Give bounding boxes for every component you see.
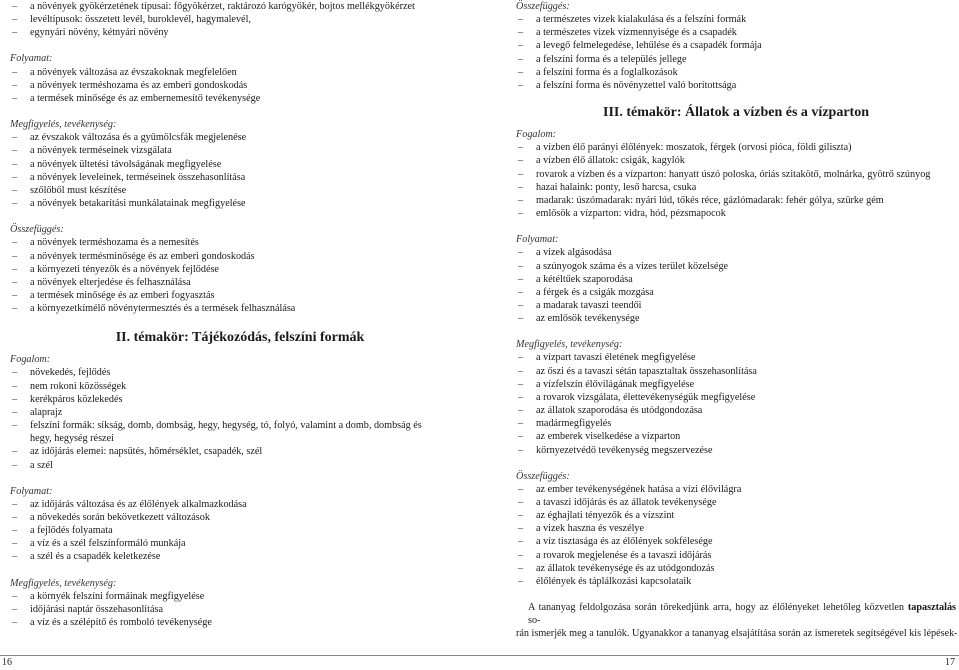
list-item: – a kétéltűek szaporodása bbox=[516, 273, 956, 286]
list-item: – a növények ültetési távolságának megfigyelése bbox=[10, 158, 450, 171]
list-item: – rovarok a vízben és a vízparton: hanyatt úszó poloska, óriás szitakötő, molnárka, gyötrő szúnyog bbox=[516, 168, 956, 181]
list-item: – a felszíni forma és a foglalkozások bbox=[516, 66, 956, 79]
list-item: – az időjárás változása és az élőlények alkalmazkodása bbox=[10, 498, 450, 511]
list-item: – a növények elterjedése és felhasználása bbox=[10, 276, 450, 289]
list-item: – madarak: úszómadarak: nyári lúd, tőkés réce, gázlómadarak: fehér gólya, szürke gém bbox=[516, 194, 956, 207]
list-item: – a környék felszíni formáinak megfigyelése bbox=[10, 590, 450, 603]
list-item: – a növények terméseinek vizsgálata bbox=[10, 144, 450, 157]
paragraph-text: A tananyag feldolgozása során törekedjünk arra, hogy az élőlényeket lehetőleg közvetlen bbox=[528, 602, 908, 614]
page-number-right: 17 bbox=[945, 657, 955, 668]
section-heading: Összefüggés: bbox=[516, 470, 570, 482]
list-item: – környezetvédő tevékenység megszervezése bbox=[516, 444, 956, 457]
section-heading: Fogalom: bbox=[10, 354, 51, 366]
list-item: – a rovarok vizsgálata, élettevékenységük megfigyelése bbox=[516, 391, 956, 404]
list-item: – a felszíni forma és a település jellege bbox=[516, 53, 956, 66]
list-item: – a növények változása az évszakoknak megfelelően bbox=[10, 66, 450, 79]
list-item: – emlősök a vízparton: vidra, hód, pézsmapocok bbox=[516, 207, 956, 220]
list-item: – a vizek haszna és veszélye bbox=[516, 522, 956, 535]
top-list bbox=[10, 0, 450, 39]
section-heading: Folyamat: bbox=[10, 53, 53, 65]
section-heading: Megfigyelés, tevékenység: bbox=[10, 577, 117, 589]
list-item: – a vizek algásodása bbox=[516, 246, 956, 259]
paragraph-bold-term: tapasztalás bbox=[907, 602, 956, 614]
list-item: – a szél bbox=[10, 459, 450, 472]
list-item: – időjárási naptár összehasonlítása bbox=[10, 603, 450, 616]
list-item: – a víz és a szélépítő és romboló tevékenysége bbox=[10, 616, 450, 629]
page-number-left: 16 bbox=[2, 657, 12, 668]
list-item: – egynyári növény, kétnyári növény bbox=[10, 26, 450, 39]
list-item: – az állatok tevékenysége és az utódgondozás bbox=[516, 562, 956, 575]
list-item: – a férgek és a csigák mozgása bbox=[516, 286, 956, 299]
list-item: – a víz és a szél felszínformáló munkája bbox=[10, 537, 450, 550]
list-item: – az ember tevékenységének hatása a vízi élővilágra bbox=[516, 483, 956, 496]
list-item: – a növények betakarítási munkálatainak megfigyelése bbox=[10, 197, 450, 210]
list-item: – szőlőből must készítése bbox=[10, 184, 450, 197]
list-item: – madármegfigyelés bbox=[516, 417, 956, 430]
list-item: – a rovarok megjelenése és a tavaszi időjárás bbox=[516, 549, 956, 562]
list-item: – az éghajlati tényezők és a vízszint bbox=[516, 509, 956, 522]
list-item: – a növények terméshozama és a nemesítés bbox=[10, 236, 450, 249]
closing-paragraph bbox=[516, 601, 956, 627]
list-item: – az őszi és a tavaszi sétán tapasztaltak összehasonlítása bbox=[516, 365, 956, 378]
paragraph-text: rán ismerjék meg a tanulók. Ugyanakkor a tananyag elsajátítása során az ismeretek segítségével kis lépések- bbox=[516, 628, 958, 640]
list-item: – az emberek viselkedése a vízparton bbox=[516, 430, 956, 443]
list-item: – az állatok szaporodása és utódgondozása bbox=[516, 404, 956, 417]
list-item: – a környezeti tényezők és a növények fejlődése bbox=[10, 263, 450, 276]
list-item: – a levegő felmelegedése, lehűlése és a csapadék formája bbox=[516, 39, 956, 52]
list-item: – a madarak tavaszi teendői bbox=[516, 299, 956, 312]
section-heading: Folyamat: bbox=[516, 234, 559, 246]
list-item-continuation: hegy, hegység részei bbox=[30, 433, 114, 445]
list-item: – a szúnyogok száma és a vizes terület közelsége bbox=[516, 260, 956, 273]
closing-paragraph-line2 bbox=[516, 627, 956, 640]
section-heading: Összefüggés: bbox=[10, 224, 64, 236]
list-item: – a termések minősége és az emberi fogyasztás bbox=[10, 289, 450, 302]
list-item: – a növények gyökérzetének típusai: főgyökérzet, raktározó karógyökér, bojtos mellékgyökérzet bbox=[10, 0, 450, 13]
list-item: – a természetes vizek kialakulása és a felszíni formák bbox=[516, 13, 956, 26]
list-item: – a víz tisztasága és az élőlények sokfélesége bbox=[516, 535, 956, 548]
list-item: – a növények leveleinek, terméseinek összehasonlítása bbox=[10, 171, 450, 184]
list-item: – a környezetkímélő növénytermesztés és a termések felhasználása bbox=[10, 302, 450, 315]
left-column bbox=[10, 0, 450, 629]
list-item: – hazai halaink: ponty, leső harcsa, csuka bbox=[516, 181, 956, 194]
section-heading: Megfigyelés, tevékenység: bbox=[516, 339, 623, 351]
list-item: – a növények terméshozama és az emberi gondoskodás bbox=[10, 79, 450, 92]
section-heading: Fogalom: bbox=[516, 129, 557, 141]
list-item: – a vízben élő parányi élőlények: moszatok, férgek (orvosi pióca, földi giliszta) bbox=[516, 141, 956, 154]
list-item: – a természetes vizek vízmennyisége és a csapadék bbox=[516, 26, 956, 39]
list-item: – növekedés, fejlődés bbox=[10, 366, 450, 379]
list-item: – a növekedés során bekövetkezett változások bbox=[10, 511, 450, 524]
footer-rule bbox=[0, 655, 959, 656]
list-item: – a tavaszi időjárás és az állatok tevékenysége bbox=[516, 496, 956, 509]
section-heading: Megfigyelés, tevékenység: bbox=[10, 119, 117, 131]
paragraph-text: so- bbox=[528, 615, 541, 627]
list-item: – a növények termésminősége és az emberi gondoskodás bbox=[10, 250, 450, 263]
list-item: – a vízpart tavaszi életének megfigyelése bbox=[516, 351, 956, 364]
list-item: – felszíni formák: síkság, domb, dombság, hegy, hegység, tó, folyó, valamint a domb, dombság és bbox=[10, 419, 450, 432]
section-heading: Összefüggés: bbox=[516, 1, 570, 12]
list-item: – a fejlődés folyamata bbox=[10, 524, 450, 537]
list-item: – nem rokoni közösségek bbox=[10, 380, 450, 393]
list-item: – élőlények és táplálkozási kapcsolataik bbox=[516, 575, 956, 588]
list-item: – a vízben élő állatok: csigák, kagylók bbox=[516, 154, 956, 167]
list-item: – a vízfelszín élővilágának megfigyelése bbox=[516, 378, 956, 391]
list-item: – az emlősök tevékenysége bbox=[516, 312, 956, 325]
right-column bbox=[516, 0, 956, 641]
list-item: – alaprajz bbox=[10, 406, 450, 419]
chapter-title: III. témakör: Állatok a vízben és a vízparton bbox=[603, 105, 869, 121]
list-item: – az időjárás elemei: napsütés, hőmérséklet, csapadék, szél bbox=[10, 445, 450, 458]
list-item: – levéltípusok: összetett levél, buroklevél, hagymalevél, bbox=[10, 13, 450, 26]
section-heading: Folyamat: bbox=[10, 485, 53, 497]
list-item: – a termések minősége és az embernemesítő tevékenysége bbox=[10, 92, 450, 105]
chapter-title: II. témakör: Tájékozódás, felszíni formák bbox=[115, 330, 365, 346]
list-item: – a felszíni forma és növényzettel való borítottsága bbox=[516, 79, 956, 92]
list-item: – a szél és a csapadék keletkezése bbox=[10, 550, 450, 563]
list-item: – kerékpáros közlekedés bbox=[10, 393, 450, 406]
list-item: – az évszakok változása és a gyümölcsfák megjelenése bbox=[10, 131, 450, 144]
